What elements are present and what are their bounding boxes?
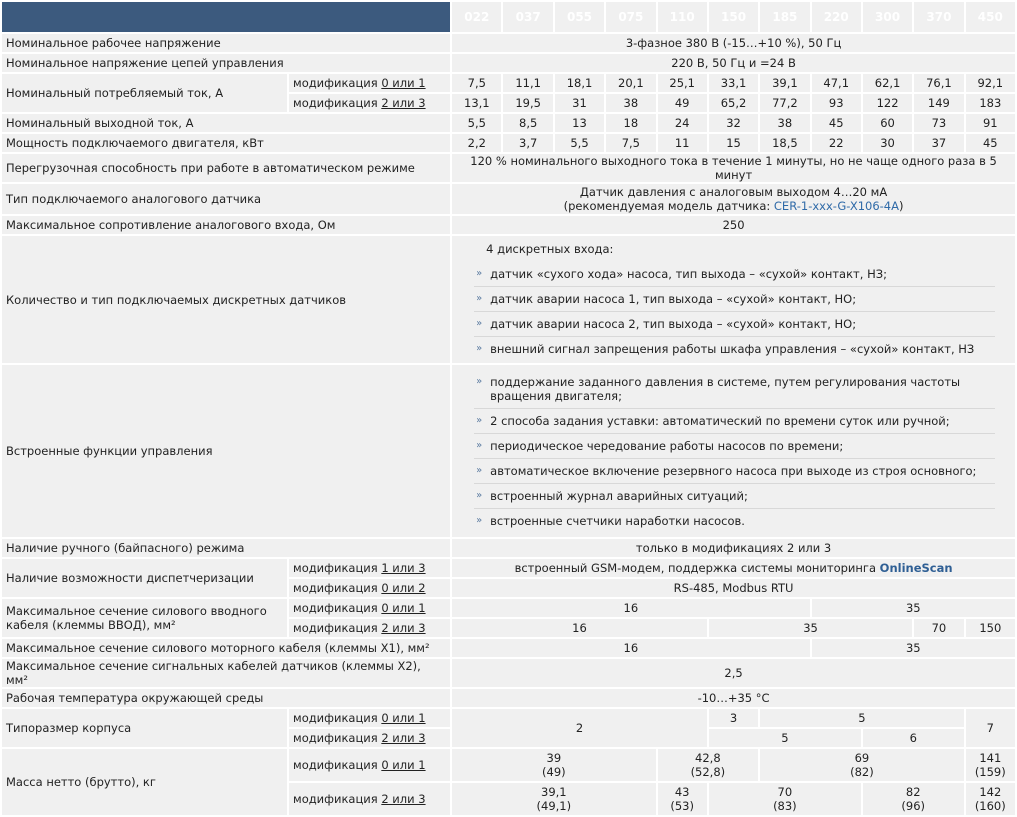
row-label-discrete: Количество и тип подключаемых дискретных датчиков xyxy=(2,236,450,363)
row-label-overload: Перегрузочная способность при работе в автоматическом режиме xyxy=(2,154,450,182)
table-cell: 7 xyxy=(966,709,1015,747)
discrete-list xyxy=(474,262,995,361)
table-cell: 13 xyxy=(555,114,604,132)
model-header: 450 xyxy=(966,2,1015,32)
arrow-icon: » xyxy=(476,343,483,354)
model-header: 055 xyxy=(555,2,604,32)
table-cell: 38 xyxy=(606,94,655,112)
arrow-icon: » xyxy=(476,375,483,387)
arrow-icon: » xyxy=(476,318,483,329)
list-item: » периодическое чередование работы насосов по времени; xyxy=(474,434,995,459)
model-header: 220 xyxy=(812,2,861,32)
model-header: 300 xyxy=(863,2,912,32)
table-cell: 69 (82) xyxy=(760,749,963,781)
table-cell: 70 xyxy=(914,619,963,637)
table-cell: 5 xyxy=(760,709,963,727)
table-cell: 183 xyxy=(966,94,1015,112)
mod-label: модификация 0 или 1 xyxy=(289,749,450,781)
table-cell: 24 xyxy=(658,114,707,132)
model-header: 022 xyxy=(452,2,501,32)
table-cell: 35 xyxy=(812,639,1015,657)
value-overload: 120 % номинального выходного тока в течение 1 минуты, но не чаще одного раза в 5 минут xyxy=(452,154,1015,182)
value-sensor-type xyxy=(452,184,1015,214)
arrow-icon: » xyxy=(476,414,483,426)
mod-label: модификация 1 или 3 xyxy=(289,559,450,577)
arrow-icon: » xyxy=(476,293,483,304)
mod-label: модификация 2 или 3 xyxy=(289,729,450,747)
table-cell: 76,1 xyxy=(914,74,963,92)
value-bypass: только в модификациях 2 или 3 xyxy=(452,539,1015,557)
table-cell: 45 xyxy=(966,134,1015,152)
model-header: 037 xyxy=(503,2,552,32)
table-cell: 18,5 xyxy=(760,134,809,152)
table-cell: 18 xyxy=(606,114,655,132)
mod-label: модификация 2 или 3 xyxy=(289,94,450,112)
table-cell: 35 xyxy=(812,599,1015,617)
value-dispatch-rs485: RS-485, Modbus RTU xyxy=(452,579,1015,597)
list-item: » датчик аварии насоса 1, тип выхода – «сухой» контакт, НО; xyxy=(474,287,995,312)
list-item: » датчик аварии насоса 2, тип выхода – «сухой» контакт, НО; xyxy=(474,312,995,337)
row-label-temp: Рабочая температура окружающей среды xyxy=(2,689,450,707)
table-cell: 49 xyxy=(658,94,707,112)
table-cell: 32 xyxy=(709,114,758,132)
mod-label: модификация 0 или 1 xyxy=(289,709,450,727)
mod-label: модификация 0 или 2 xyxy=(289,579,450,597)
model-header: 110 xyxy=(658,2,707,32)
sensor-line-1: Датчик давления с аналоговым выходом 4…20 мА xyxy=(579,185,888,199)
table-cell: 65,2 xyxy=(709,94,758,112)
row-label-cable-sig: Максимальное сечение сигнальных кабелей датчиков (клеммы X2), мм² xyxy=(2,659,450,687)
table-cell: 11 xyxy=(658,134,707,152)
arrow-icon: » xyxy=(476,489,483,501)
table-cell: 43 (53) xyxy=(658,783,707,815)
row-label-sensor-type: Тип подключаемого аналогового датчика xyxy=(2,184,450,214)
table-cell: 22 xyxy=(812,134,861,152)
table-cell: 5 xyxy=(709,729,861,747)
value-voltage: 3-фазное 380 В (-15…+10 %), 50 Гц xyxy=(452,34,1015,52)
table-cell: 73 xyxy=(914,114,963,132)
row-label-power: Мощность подключаемого двигателя, кВт xyxy=(2,134,450,152)
table-cell: 3,7 xyxy=(503,134,552,152)
functions-list xyxy=(474,370,995,533)
table-cell: 62,1 xyxy=(863,74,912,92)
sensor-line-2: (рекомендуемая модель датчика: CER-1-xxx-G-X106-4A) xyxy=(563,199,904,213)
value-functions xyxy=(452,365,1015,537)
list-item: » поддержание заданного давления в системе, путем регулирования частоты вращения двигателя; xyxy=(474,370,995,409)
list-item: » встроенные счетчики наработки насосов. xyxy=(476,513,745,528)
list-item: » встроенный журнал аварийных ситуаций; xyxy=(474,484,995,509)
row-label-voltage: Номинальное рабочее напряжение xyxy=(2,34,450,52)
list-item: » 2 способа задания уставки: автоматический по времени суток или ручной; xyxy=(474,409,995,434)
table-cell: 35 xyxy=(709,619,912,637)
table-cell: 150 xyxy=(966,619,1015,637)
table-cell: 70 (83) xyxy=(709,783,861,815)
table-cell: 38 xyxy=(760,114,809,132)
table-cell: 33,1 xyxy=(709,74,758,92)
table-cell: 16 xyxy=(452,619,707,637)
arrow-icon: » xyxy=(476,514,483,526)
table-cell: 149 xyxy=(914,94,963,112)
arrow-icon: » xyxy=(476,268,483,279)
row-label-cable-in: Максимальное сечение силового вводного кабеля (клеммы ВВОД), мм² xyxy=(2,599,287,637)
list-item: » автоматическое включение резервного насоса при выходе из строя основного; xyxy=(474,459,995,484)
table-cell: 142 (160) xyxy=(966,783,1015,815)
table-cell: -10…+35 °C xyxy=(452,689,1015,707)
row-label-dispatch: Наличие возможности диспетчеризации xyxy=(2,559,287,597)
row-label-functions: Встроенные функции управления xyxy=(2,365,450,537)
value-resistance: 250 xyxy=(452,216,1015,234)
row-label-cable-motor: Максимальное сечение силового моторного кабеля (клеммы X1), мм² xyxy=(2,639,450,657)
table-cell: 7,5 xyxy=(606,134,655,152)
arrow-icon: » xyxy=(476,464,483,476)
table-cell: 45 xyxy=(812,114,861,132)
table-cell: 11,1 xyxy=(503,74,552,92)
table-cell: 37 xyxy=(914,134,963,152)
table-cell: 42,8 (52,8) xyxy=(658,749,759,781)
table-cell: 3 xyxy=(709,709,758,727)
model-header: 185 xyxy=(760,2,809,32)
mod-label: модификация 0 или 1 xyxy=(289,599,450,617)
list-item: » датчик «сухого хода» насоса, тип выхода – «сухой» контакт, НЗ; xyxy=(474,262,995,287)
table-cell: 16 xyxy=(452,599,809,617)
mod-label: модификация 2 или 3 xyxy=(289,783,450,815)
table-cell: 13,1 xyxy=(452,94,501,112)
table-cell: 30 xyxy=(863,134,912,152)
table-cell: 2 xyxy=(452,709,707,747)
table-cell: 2,5 xyxy=(452,659,1015,687)
table-cell: 8,5 xyxy=(503,114,552,132)
table-cell: 16 xyxy=(452,639,809,657)
table-cell: 82 (96) xyxy=(863,783,964,815)
table-cell: 47,1 xyxy=(812,74,861,92)
table-cell: 31 xyxy=(555,94,604,112)
arrow-icon: » xyxy=(476,439,483,451)
table-cell: 15 xyxy=(709,134,758,152)
row-label-mass: Масса нетто (брутто), кг xyxy=(2,749,287,815)
table-cell: 7,5 xyxy=(452,74,501,92)
value-ctrl-voltage: 220 В, 50 Гц и =24 В xyxy=(452,54,1015,72)
header-blank xyxy=(2,2,450,32)
table-cell: 18,1 xyxy=(555,74,604,92)
value-dispatch-gsm: встроенный GSM-модем, поддержка системы мониторинга OnlineScan xyxy=(452,559,1015,577)
table-cell: 20,1 xyxy=(606,74,655,92)
row-label-bypass: Наличие ручного (байпасного) режима xyxy=(2,539,450,557)
table-cell: 60 xyxy=(863,114,912,132)
model-header: 075 xyxy=(606,2,655,32)
table-cell: 39,1 xyxy=(760,74,809,92)
mod-label: модификация 0 или 1 xyxy=(289,74,450,92)
table-cell: 141 (159) xyxy=(966,749,1015,781)
table-cell: 77,2 xyxy=(760,94,809,112)
row-label-resistance: Максимальное сопротивление аналогового входа, Ом xyxy=(2,216,450,234)
table-cell: 25,1 xyxy=(658,74,707,92)
row-label-current-in: Номинальный потребляемый ток, А xyxy=(2,74,287,112)
table-cell: 5,5 xyxy=(555,134,604,152)
row-label-housing: Типоразмер корпуса xyxy=(2,709,287,747)
table-cell: 39,1 (49,1) xyxy=(452,783,655,815)
table-cell: 91 xyxy=(966,114,1015,132)
value-discrete xyxy=(452,236,1015,363)
table-cell: 6 xyxy=(863,729,964,747)
list-item: » внешний сигнал запрещения работы шкафа управления – «сухой» контакт, НЗ xyxy=(476,342,975,356)
table-cell: 39 (49) xyxy=(452,749,655,781)
table-cell: 2,2 xyxy=(452,134,501,152)
table-cell: 122 xyxy=(863,94,912,112)
table-cell: 19,5 xyxy=(503,94,552,112)
table-cell: 92,1 xyxy=(966,74,1015,92)
table-cell: 5,5 xyxy=(452,114,501,132)
table-cell: 93 xyxy=(812,94,861,112)
mod-label: модификация 2 или 3 xyxy=(289,619,450,637)
discrete-intro: 4 дискретных входа: xyxy=(486,242,614,256)
sensor-model-link[interactable]: CER-1-xxx-G-X106-4A xyxy=(773,199,899,213)
model-header: 370 xyxy=(914,2,963,32)
model-header: 150 xyxy=(709,2,758,32)
row-label-ctrl-voltage: Номинальное напряжение цепей управления xyxy=(2,54,450,72)
row-label-current-out: Номинальный выходной ток, А xyxy=(2,114,450,132)
onlinescan-brand: OnlineScan xyxy=(879,561,953,575)
